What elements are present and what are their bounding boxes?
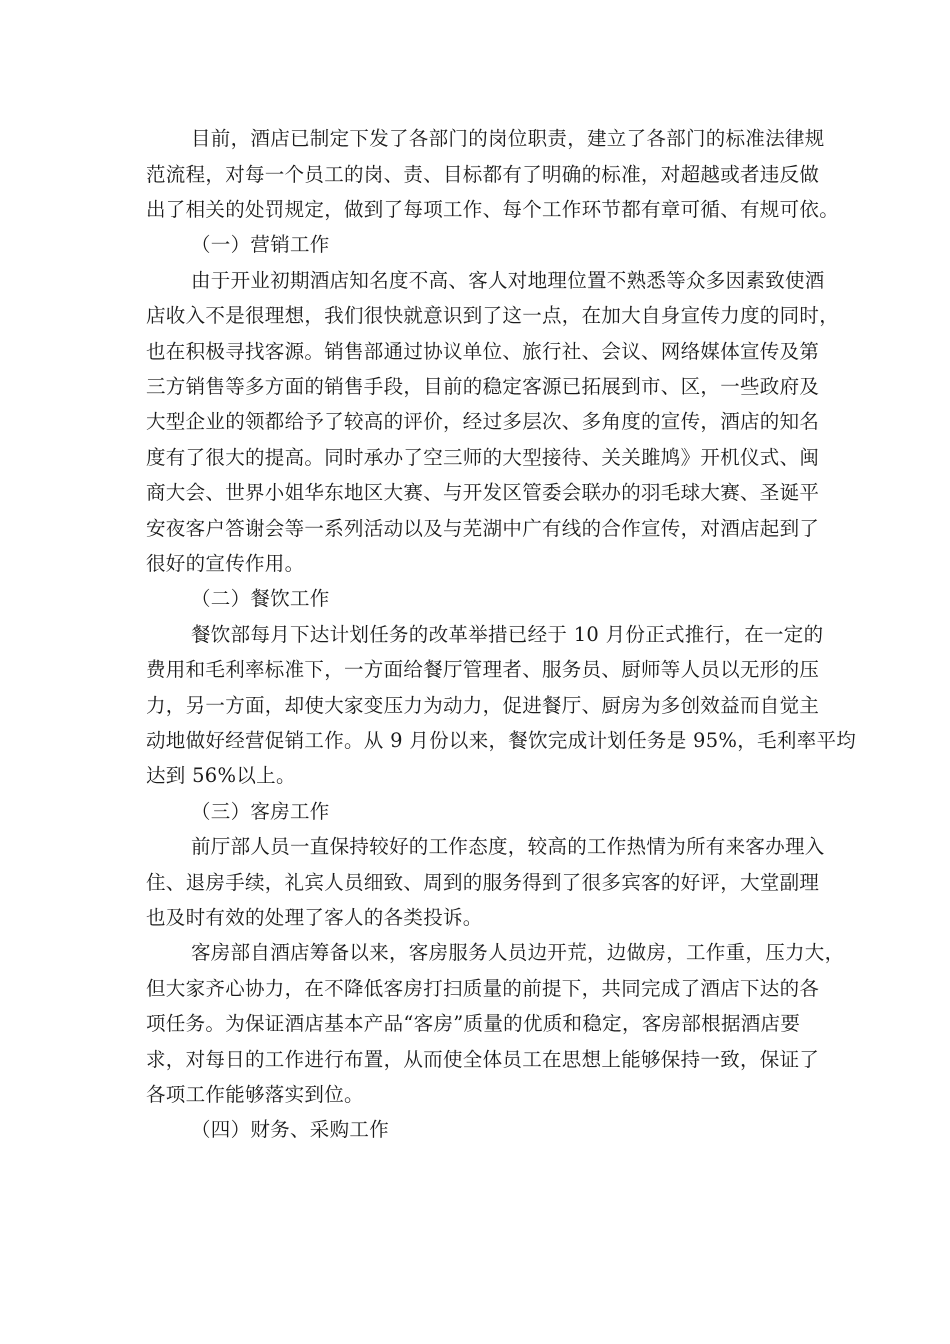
paragraph-line: 但大家齐心协力，在不降低客房打扫质量的前提下，共同完成了酒店下达的各 bbox=[146, 977, 820, 1000]
paragraph-line: 范流程，对每一个员工的岗、责、目标都有了明确的标准，对超越或者违反做 bbox=[146, 163, 820, 186]
paragraph-line: 店收入不是很理想，我们很快就意识到了这一点，在加大自身宣传力度的同时， bbox=[146, 304, 840, 327]
paragraph-line: 度有了很大的提高。同时承办了空三师的大型接待、关关雎鸠》开机仪式、闽 bbox=[146, 446, 820, 469]
paragraph-line: 出了相关的处罚规定，做到了每项工作、每个工作环节都有章可循、有规可依。 bbox=[146, 198, 840, 221]
paragraph-line: 商大会、世界小姐华东地区大赛、与开发区管委会联办的羽毛球大赛、圣诞平 bbox=[146, 481, 820, 504]
paragraph-line: 很好的宣传作用。 bbox=[146, 552, 305, 575]
section-heading-catering: （二）餐饮工作 bbox=[191, 587, 330, 610]
paragraph-line: 三方销售等多方面的销售手段，目前的稳定客源已拓展到市、区，一些政府及 bbox=[146, 375, 820, 398]
paragraph-line: 客房部自酒店筹备以来，客房服务人员边开荒，边做房，工作重，压力大， bbox=[191, 941, 845, 964]
paragraph-line: 也及时有效的处理了客人的各类投诉。 bbox=[146, 906, 483, 929]
paragraph-line: 费用和毛利率标准下，一方面给餐厅管理者、服务员、厨师等人员以无形的压 bbox=[146, 658, 820, 681]
paragraph-line: 也在积极寻找客源。销售部通过协议单位、旅行社、会议、网络媒体宣传及第 bbox=[146, 340, 820, 363]
paragraph-line: 由于开业初期酒店知名度不高、客人对地理位置不熟悉等众多因素致使酒 bbox=[191, 269, 825, 292]
section-heading-marketing: （一）营销工作 bbox=[191, 233, 330, 256]
paragraph-line: 目前，酒店已制定下发了各部门的岗位职责，建立了各部门的标准法律规 bbox=[191, 127, 825, 150]
section-heading-rooms: （三）客房工作 bbox=[191, 800, 330, 823]
paragraph-line: 住、退房手续，礼宾人员细致、周到的服务得到了很多宾客的好评，大堂副理 bbox=[146, 871, 820, 894]
paragraph-line: 动地做好经营促销工作。从 9 月份以来，餐饮完成计划任务是 95%，毛利率平均 bbox=[146, 729, 857, 752]
paragraph-line: 大型企业的领都给予了较高的评价，经过多层次、多角度的宣传，酒店的知名 bbox=[146, 410, 820, 433]
paragraph-line: 安夜客户答谢会等一系列活动以及与芜湖中广有线的合作宣传，对酒店起到了 bbox=[146, 517, 820, 540]
paragraph-line: 餐饮部每月下达计划任务的改革举措已经于 10 月份正式推行，在一定的 bbox=[191, 623, 824, 646]
paragraph-line: 求，对每日的工作进行布置，从而使全体员工在思想上能够保持一致，保证了 bbox=[146, 1048, 820, 1071]
paragraph-line: 各项工作能够落实到位。 bbox=[146, 1083, 364, 1106]
paragraph-line: 项任务。为保证酒店基本产品“客房”质量的优质和稳定，客房部根据酒店要 bbox=[146, 1012, 801, 1035]
section-heading-finance: （四）财务、采购工作 bbox=[191, 1118, 390, 1141]
paragraph-line: 力，另一方面，却使大家变压力为动力，促进餐厅、厨房为多创效益而自觉主 bbox=[146, 694, 820, 717]
paragraph-line: 前厅部人员一直保持较好的工作态度，较高的工作热情为所有来客办理入 bbox=[191, 835, 825, 858]
paragraph-line: 达到 56%以上。 bbox=[146, 764, 296, 787]
